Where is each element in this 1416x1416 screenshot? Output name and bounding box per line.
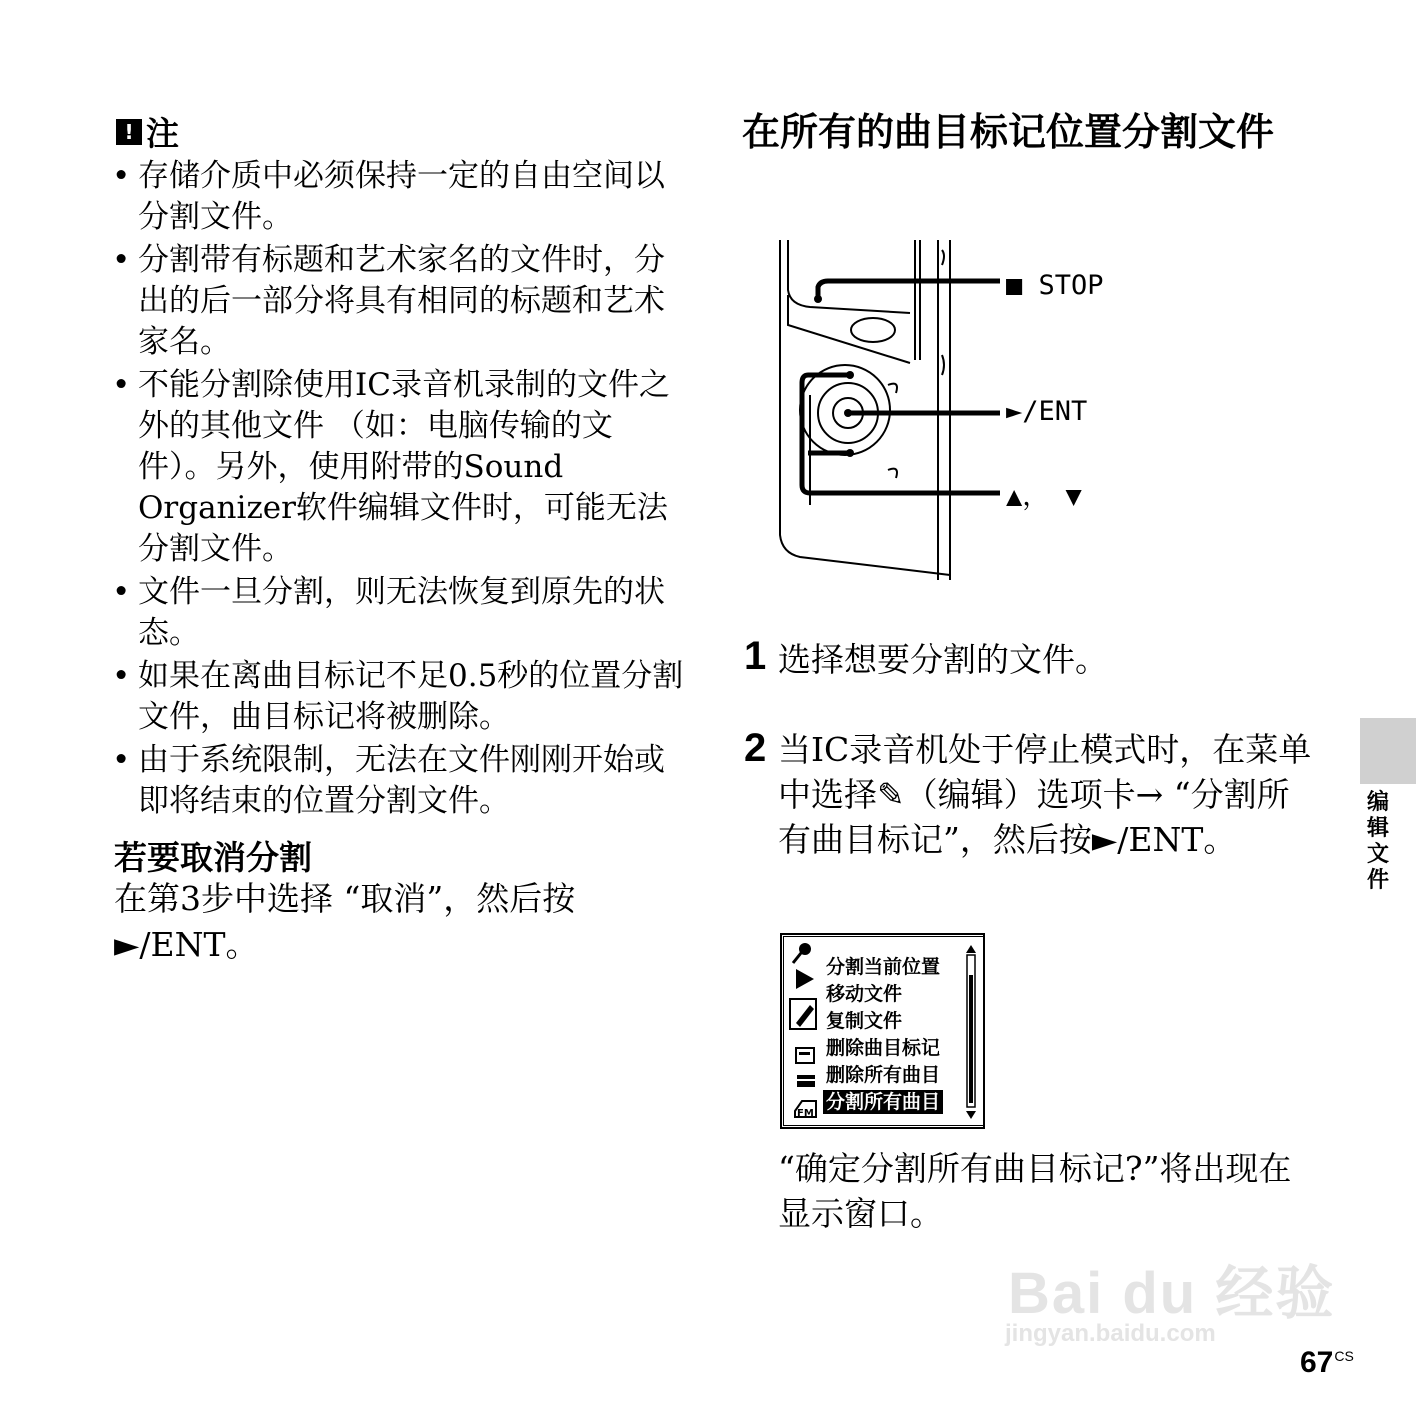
step-number: 2 (744, 726, 767, 770)
notes-heading (116, 108, 179, 155)
menu-item-selected[interactable]: 分割所有曲目 (823, 1090, 943, 1114)
control-wheel (800, 365, 890, 455)
cancel-heading: 若要取消分割 (114, 838, 312, 877)
display-icon (796, 1048, 814, 1063)
ent-label: ►/ENT (1006, 396, 1088, 427)
play-icon (796, 969, 814, 989)
page-number-suffix: CS (1334, 1348, 1354, 1364)
menu-item[interactable]: 复制文件 (826, 1010, 903, 1032)
updown-callout-line (802, 375, 1000, 493)
side-tab (1360, 718, 1416, 784)
page-number-value: 67 (1300, 1346, 1334, 1379)
confirm-text: “确定分割所有曲目标记?”将出现在显示窗口。 (778, 1149, 1292, 1233)
menu-item[interactable]: 移动文件 (826, 983, 903, 1005)
recorder-illustration (770, 235, 1020, 580)
page-number (1300, 1346, 1354, 1380)
fm-icon-label: FM (797, 1108, 814, 1119)
updown-label: ▲， ▼ (1006, 481, 1082, 512)
note-item: • 由于系统限制，无法在文件刚刚开始或即将结束的位置分割文件。 (110, 740, 690, 822)
section-title: 在所有的曲目标记位置分割文件 (742, 110, 1275, 154)
menu-item[interactable]: 删除曲目标记 (826, 1037, 941, 1059)
notes-list (110, 156, 690, 824)
stop-label: ■ STOP (1006, 270, 1104, 301)
note-item: • 不能分割除使用IC录音机录制的文件之外的其他文件 （如：电脑传输的文件）。另外，使用附带的Sound Organizer软件编辑文件时，可能无法分割文件。 (110, 365, 690, 570)
menu-item[interactable]: 删除所有曲目 (826, 1064, 941, 1086)
stop-callout-line (818, 281, 1000, 297)
note-item: • 文件一旦分割，则无法恢复到原先的状态。 (110, 572, 690, 654)
edit-icon (796, 1005, 814, 1027)
step-number: 1 (744, 634, 767, 678)
menu-item[interactable]: 分割当前位置 (826, 956, 941, 978)
notes-heading-text: 注 (146, 114, 179, 153)
note-item: • 存储介质中必须保持一定的自由空间以分割文件。 (110, 156, 690, 238)
watermark-url: jingyan.baidu.com (1005, 1320, 1216, 1347)
note-warning-icon: ! (116, 119, 142, 145)
menu-screen (780, 933, 985, 1129)
step-text: 当IC录音机处于停止模式时，在菜单中选择✎（编辑）选项卡→ “分割所有曲目标记”，然后按►/ENT。 (778, 730, 1312, 859)
note-item: • 如果在离曲目标记不足0.5秒的位置分割文件，曲目标记将被删除。 (110, 656, 690, 738)
side-tab-label: 编辑文件 (1366, 790, 1389, 893)
cancel-text: 在第3步中选择 “取消”，然后按►/ENT。 (114, 879, 576, 964)
menu-scrollbar[interactable] (965, 945, 977, 1119)
mic-icon (793, 943, 811, 963)
note-item: • 分割带有标题和艺术家名的文件时，分出的后一部分将具有相同的标题和艺术家名。 (110, 240, 690, 363)
watermark-brand: Bai du 经验 (1008, 1261, 1336, 1326)
device-outline (780, 240, 950, 575)
step-text: 选择想要分割的文件。 (778, 640, 1108, 679)
